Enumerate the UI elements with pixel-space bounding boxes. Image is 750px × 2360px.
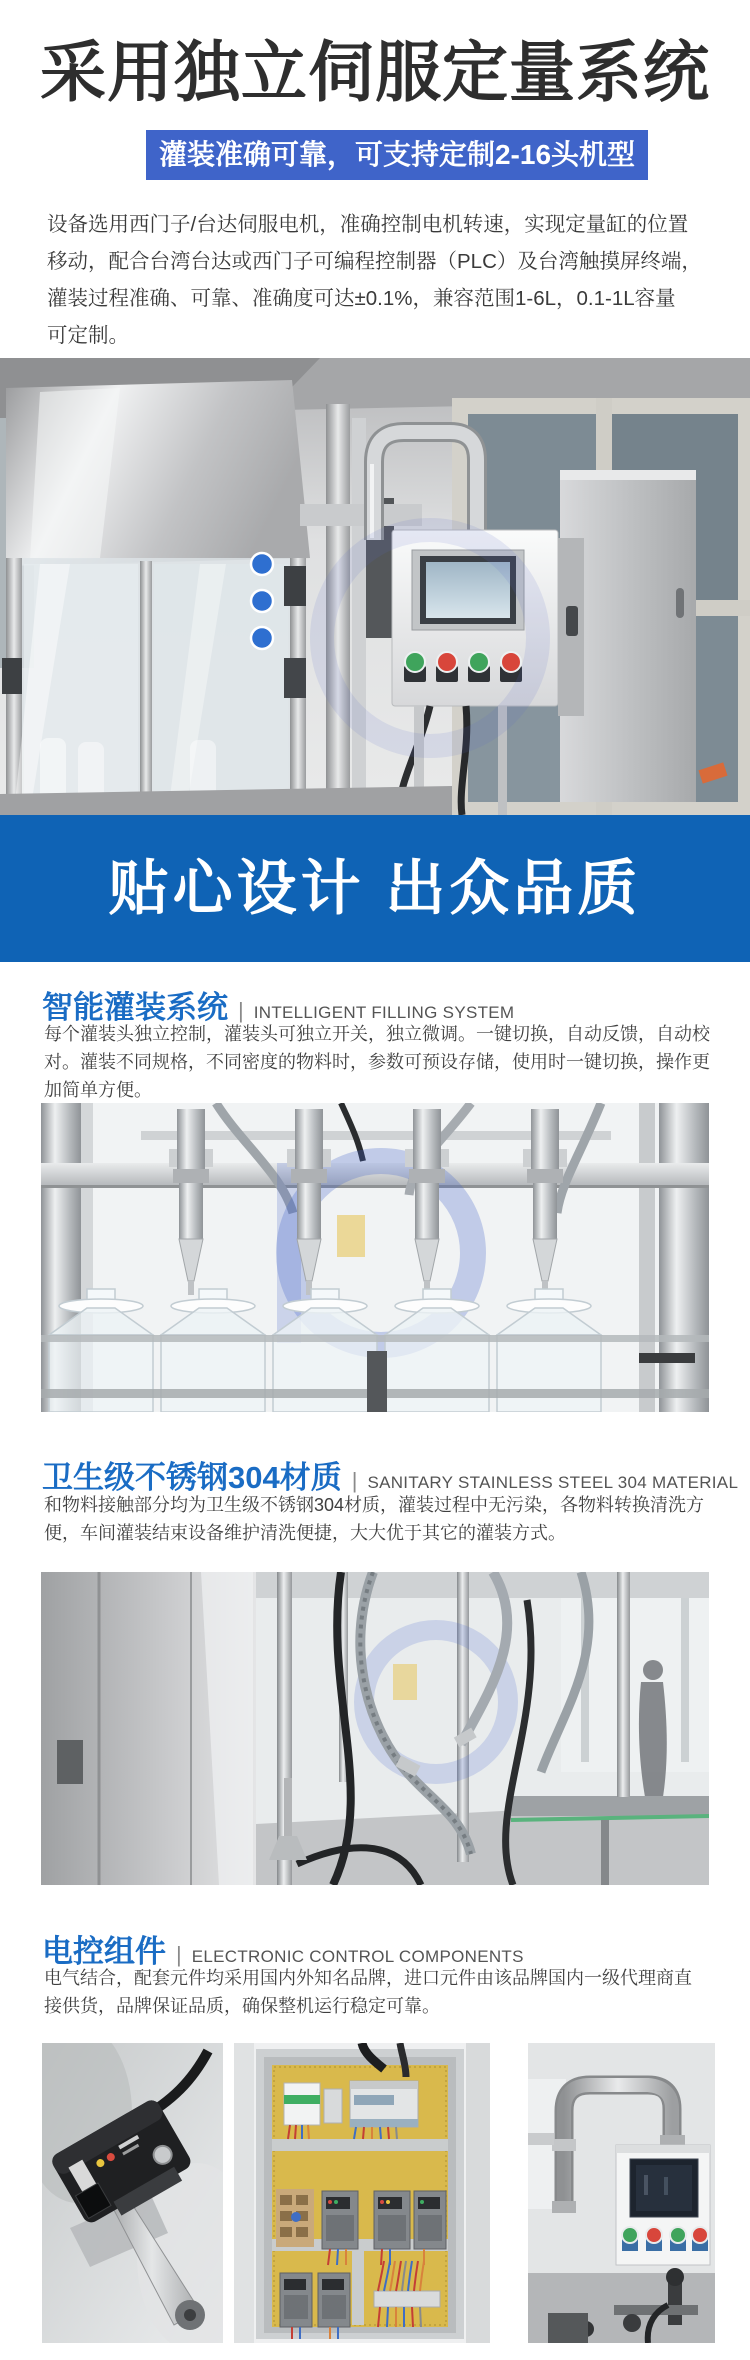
section-body-stainless-steel (44, 1491, 704, 1547)
section-body-filling-system (44, 1020, 710, 1104)
section-body-line: 对。灌装不同规格，不同密度的物料时，参数可预设存储，使用时一键切换，操作更 (44, 1052, 710, 1072)
section-title-cn: 智能灌装系统 (42, 990, 228, 1025)
banner-title: 贴心设计 出众品质 (0, 815, 750, 962)
section-body-electronic-control (44, 1964, 692, 2020)
section-heading-divider: | (238, 998, 244, 1023)
section-body-line: 和物料接触部分均为卫生级不锈钢304材质，灌装过程中无污染，各物料转换清洗方 (44, 1495, 705, 1515)
intro-line: 移动，配合台湾台达或西门子可编程控制器（PLC）及台湾触摸屏终端， (47, 250, 702, 273)
filling-heads-photo (41, 1103, 709, 1412)
intro-line: 灌装过程准确、可靠、准确度可达±0.1%，兼容范围1-6L，0.1-1L容量 (47, 287, 676, 310)
machine-photo (0, 358, 750, 815)
panel-photo (528, 2043, 715, 2343)
section-title-en: ELECTRONIC CONTROL COMPONENTS (191, 1947, 524, 1966)
section-heading-divider: | (176, 1942, 182, 1967)
cabinet-photo (234, 2043, 490, 2343)
section-body-line: 接供货，品牌保证品质，确保整机运行稳定可靠。 (44, 1996, 440, 2016)
section-title-en: SANITARY STAINLESS STEEL 304 MATERIAL (367, 1473, 739, 1492)
sensor-photo (42, 2043, 223, 2343)
page-title: 采用独立伺服定量系统 (40, 35, 710, 109)
section-body-line: 每个灌装头独立控制，灌装头可独立开关，独立微调。一键切换，自动反馈，自动校 (44, 1024, 710, 1044)
intro-line: 设备选用西门子/台达伺服电机，准确控制电机转速，实现定量缸的位置 (47, 213, 689, 236)
hose-photo (41, 1572, 709, 1885)
section-title-cn: 电控组件 (42, 1934, 166, 1969)
intro-line: 可定制。 (47, 324, 129, 347)
section-heading-divider: | (351, 1468, 358, 1493)
section-title-cn: 卫生级不锈钢304材质 (42, 1460, 342, 1495)
subtitle-badge: 灌装准确可靠，可支持定制2-16头机型 (146, 130, 648, 180)
intro-paragraph (47, 206, 717, 354)
section-body-line: 电气结合，配套元件均采用国内外知名品牌，进口元件由该品牌国内一级代理商直 (44, 1968, 692, 1988)
section-title-en: INTELLIGENT FILLING SYSTEM (253, 1003, 515, 1022)
section-body-line: 加简单方便。 (44, 1080, 152, 1100)
section-body-line: 便，车间灌装结束设备维护清洗便捷，大大优于其它的灌装方式。 (44, 1523, 566, 1543)
